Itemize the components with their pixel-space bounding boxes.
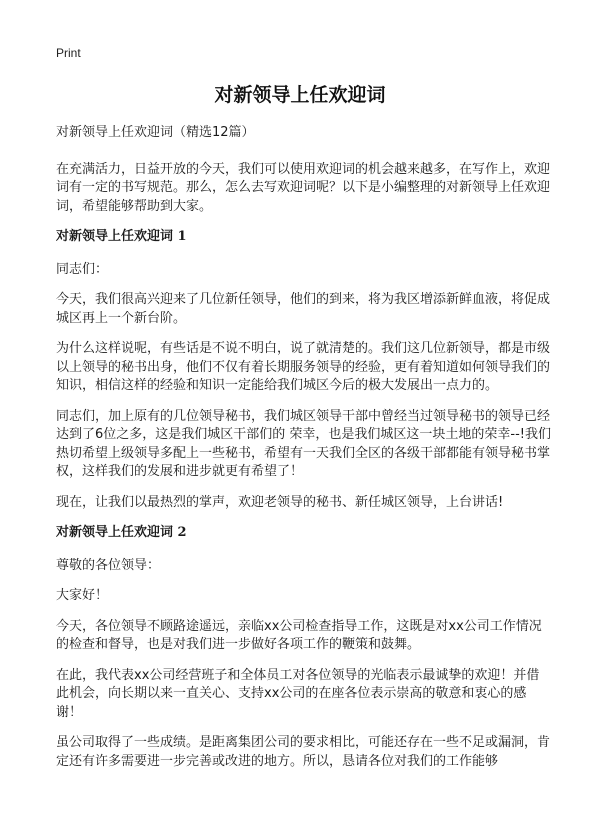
paragraph: 为什么这样说呢，有些话是不说不明白，说了就清楚的。我们这几位新领导，都是市级以上领导的秘书出身，他们不仅有着长期服务领导的经验，更有着知道如何领导我们的知识，相信这样的经验和知识一定能给我们城区今后的极大发展出一点力的。 xyxy=(56,341,551,393)
article-subtitle: 对新领导上任欢迎词（精选12篇） xyxy=(56,125,255,140)
section-heading: 对新领导上任欢迎词 2 xyxy=(56,525,187,540)
section-2 xyxy=(56,524,552,771)
paragraph: 大家好！ xyxy=(56,588,109,603)
paragraph: 同志们： xyxy=(56,261,109,277)
section-heading: 对新领导上任欢迎词 1 xyxy=(56,229,187,244)
paragraph: 虽公司取得了一些成绩。是距离集团公司的要求相比，可能还存在一些不足或漏洞，肯定还有许多需要进一步完善或改进的地方。所以，恳请各位对我们的工作能够 xyxy=(56,735,551,769)
paragraph: 今天，我们很高兴迎来了几位新任领导，他们的到来，将为我区增添新鲜血液，将促成城区再上一个新台阶。 xyxy=(56,292,551,326)
paragraph: 尊敬的各位领导： xyxy=(56,557,161,573)
intro-paragraph: 在充满活力，日益开放的今天，我们可以使用欢迎词的机会越来越多，在写作上，欢迎词有一定的书写规范。那么，怎么去写欢迎词呢？以下是小编整理的对新领导上任欢迎词，希望能够帮助到大家。 xyxy=(56,161,551,214)
print-link[interactable]: Print xyxy=(56,46,81,60)
paragraph: 现在，让我们以最热烈的掌声，欢迎老领导的秘书、新任城区领导，上台讲话! xyxy=(56,494,504,510)
paragraph: 同志们，加上原有的几位领导秘书，我们城区领导干部中曾经当过领导秘书的领导已经达到了6位之多，这是我们城区干部们的 荣幸，也是我们城区这一块土地的荣幸--!我们热切希望上级领导多配上一些秘书，希望有一天我们全区的各级干部都能有领导秘书掌权，这样我们的发展和进步就更有希望了！ xyxy=(56,408,551,479)
section-1 xyxy=(56,228,552,512)
paragraph: 在此，我代表xx公司经营班子和全体员工对各位领导的光临表示最诚挚的欢迎！并借此机会，向长期以来一直关心、支持xx公司的在座各位表示崇高的敬意和衷心的感谢！ xyxy=(56,667,540,720)
page-title: 对新领导上任欢迎词 xyxy=(214,84,386,106)
article-body xyxy=(56,124,552,783)
paragraph: 今天，各位领导不顾路途遥远，亲临xx公司检查指导工作，这既是对xx公司工作情况的检查和督导，也是对我们进一步做好各项工作的鞭策和鼓舞。 xyxy=(56,618,542,652)
